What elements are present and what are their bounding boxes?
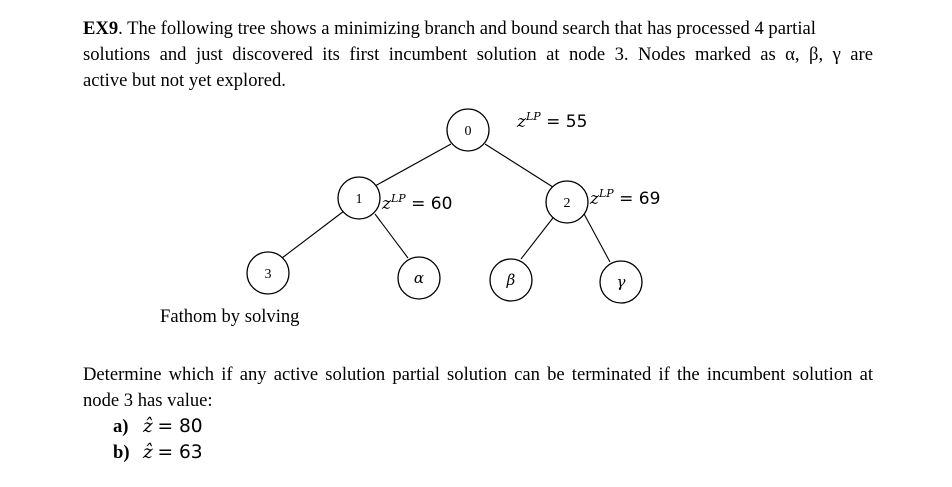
node-0-bound: $z^{LP} = 55$ [517,110,588,132]
node-3-label: 3 [264,267,272,282]
edge-0-2 [485,144,556,189]
node-gamma-label: γ [616,273,626,291]
node-1-bound: $z^{LP} = 60$ [382,192,453,214]
fathom-note: Fathom by solving [160,306,300,327]
node-0-label: 0 [464,124,472,139]
statement-line-1: EX9. The following tree shows a minimizing branch and bound search that has processed 4 partial [83,18,816,39]
option-a: a) ẑ = 80 [113,416,203,437]
exercise-label: EX9 [83,18,119,39]
node-1-label: 1 [355,192,363,207]
statement-line-3: active but not yet explored. [83,70,286,91]
edge-2-gamma [583,212,610,262]
node-alpha-label: α [413,269,425,287]
option-b: b) ẑ = 63 [113,442,203,463]
node-2-bound: $z^{LP} = 69$ [590,187,661,209]
edge-1-3 [282,211,344,258]
statement-line-2: solutions and just discovered its first incumbent solution at node 3. Nodes marked as α, β, γ are [83,44,873,65]
edge-0-1 [375,144,451,186]
edge-1-alpha [375,214,408,258]
question-text: Determine which if any active solution partial solution can be terminated if the incumbent solution at node 3 has value: [83,364,873,411]
edge-2-beta [521,214,556,259]
node-beta-label: β [506,271,516,289]
node-2-label: 2 [563,196,571,211]
